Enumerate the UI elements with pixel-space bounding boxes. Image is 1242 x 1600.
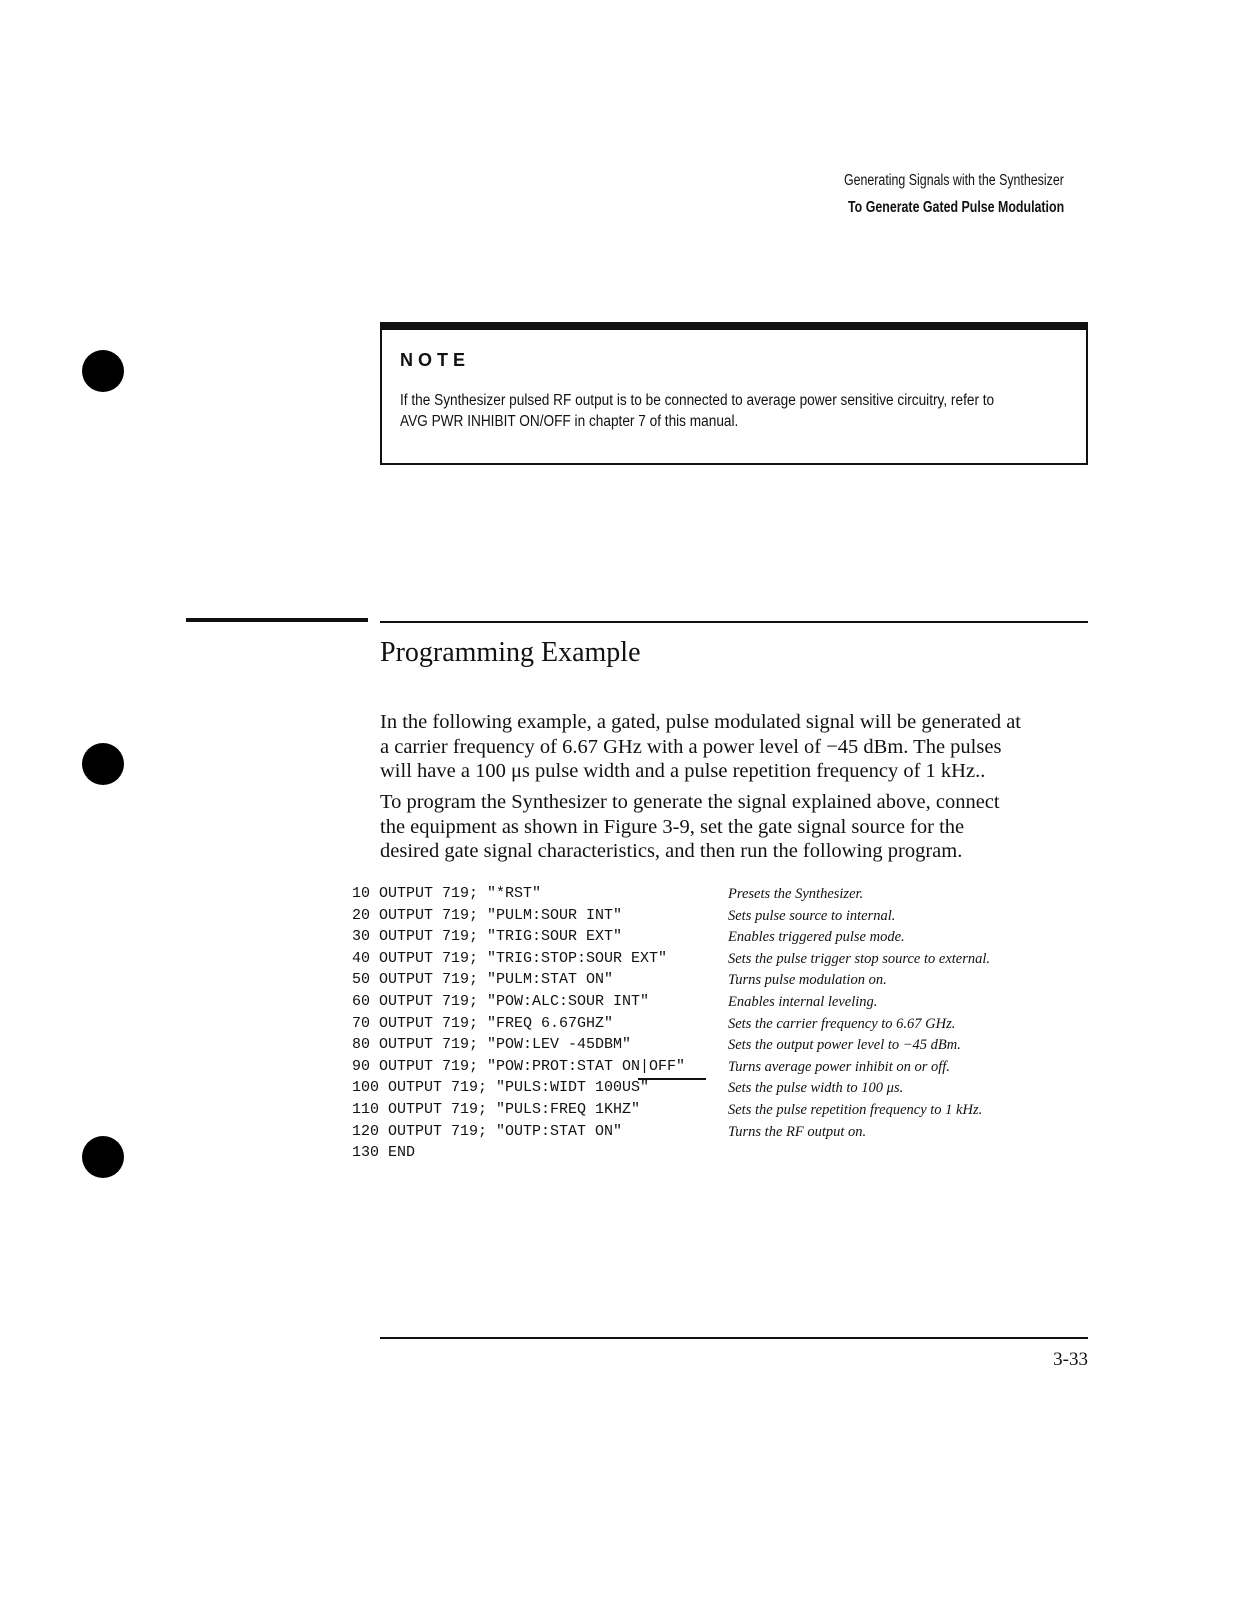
program-listing <box>352 885 1112 1166</box>
program-comment: Turns pulse modulation on. <box>728 972 887 989</box>
program-line <box>352 1079 1112 1101</box>
running-head-chapter: Generating Signals with the Synthesizer <box>844 172 1064 189</box>
program-line <box>352 1036 1112 1058</box>
program-line <box>352 993 1112 1015</box>
program-line <box>352 885 1112 907</box>
program-code: 80 OUTPUT 719; "POW:LEV -45DBM" <box>352 1036 632 1054</box>
program-comment: Turns average power inhibit on or off. <box>728 1058 950 1075</box>
program-comment: Sets pulse source to internal. <box>728 907 896 924</box>
note-line: If the Synthesizer pulsed RF output is to be connected to average power sensitive circuitry, refer to <box>400 392 995 409</box>
program-comment: Enables internal leveling. <box>728 993 878 1010</box>
page-number: 3-33 <box>1053 1349 1088 1370</box>
paragraph-line: will have a 100 μs pulse width and a pulse repetition frequency of 1 kHz.. <box>380 760 986 782</box>
note-box <box>380 322 1088 465</box>
program-line <box>352 1144 1112 1166</box>
program-code: 30 OUTPUT 719; "TRIG:SOUR EXT" <box>352 928 623 946</box>
program-comment: Presets the Synthesizer. <box>728 886 864 902</box>
program-comment: Sets the pulse trigger stop source to external. <box>728 950 991 967</box>
paragraph-line: desired gate signal characteristics, and then run the following program. <box>380 840 963 862</box>
program-line <box>352 1101 1112 1123</box>
paragraph-line: In the following example, a gated, pulse modulated signal will be generated at <box>380 711 1021 733</box>
program-code: 120 OUTPUT 719; "OUTP:STAT ON" <box>352 1122 623 1140</box>
binder-hole-middle <box>82 743 124 785</box>
program-code: 40 OUTPUT 719; "TRIG:STOP:SOUR EXT" <box>352 949 668 967</box>
paragraph-line: To program the Synthesizer to generate the signal explained above, connect <box>380 791 1000 813</box>
binder-hole-top <box>82 350 124 392</box>
program-code: 50 OUTPUT 719; "PULM:STAT ON" <box>352 971 614 989</box>
running-head-section: To Generate Gated Pulse Modulation <box>847 199 1064 216</box>
paragraph-line: a carrier frequency of 6.67 GHz with a power level of −45 dBm. The pulses <box>380 735 1002 758</box>
intro-paragraph <box>380 710 1140 784</box>
footer-rule <box>380 1337 1088 1339</box>
program-code: 20 OUTPUT 719; "PULM:SOUR INT" <box>352 906 623 924</box>
section-heading: Programming Example <box>380 637 641 668</box>
program-comment: Sets the pulse width to 100 μs. <box>728 1080 904 1097</box>
program-comment: Sets the pulse repetition frequency to 1 kHz. <box>728 1101 983 1118</box>
program-code: 10 OUTPUT 719; "*RST" <box>352 885 542 902</box>
program-line <box>352 1015 1112 1037</box>
program-code: 60 OUTPUT 719; "POW:ALC:SOUR INT" <box>352 992 650 1010</box>
note-text <box>400 390 1034 432</box>
program-comment: Turns the RF output on. <box>728 1123 867 1140</box>
instructions-paragraph <box>380 790 1140 864</box>
program-code: 100 OUTPUT 719; "PULS:WIDT 100US" <box>352 1079 650 1097</box>
binder-hole-bottom <box>82 1136 124 1178</box>
section-rule-thin <box>380 621 1088 623</box>
program-code: 70 OUTPUT 719; "FREQ 6.67GHZ" <box>352 1014 614 1032</box>
program-line <box>352 971 1112 993</box>
paragraph-line: the equipment as shown in Figure 3-9, set the gate signal source for the <box>380 815 965 838</box>
program-comment: Sets the output power level to −45 dBm. <box>728 1037 961 1054</box>
program-line <box>352 928 1112 950</box>
program-comment: Enables triggered pulse mode. <box>728 929 905 946</box>
program-code: 90 OUTPUT 719; "POW:PROT:STAT ON|OFF" <box>352 1057 686 1075</box>
program-comment: Sets the carrier frequency to 6.67 GHz. <box>728 1015 956 1032</box>
program-line <box>352 1123 1112 1145</box>
program-line <box>352 1058 1112 1080</box>
note-title: NOTE <box>400 350 471 370</box>
program-code: 130 END <box>352 1144 416 1162</box>
section-rule-thick <box>186 618 368 622</box>
program-line <box>352 907 1112 929</box>
program-code: 110 OUTPUT 719; "PULS:FREQ 1KHZ" <box>352 1100 641 1118</box>
note-line: AVG PWR INHIBIT ON/OFF in chapter 7 of this manual. <box>400 413 739 430</box>
program-line <box>352 950 1112 972</box>
